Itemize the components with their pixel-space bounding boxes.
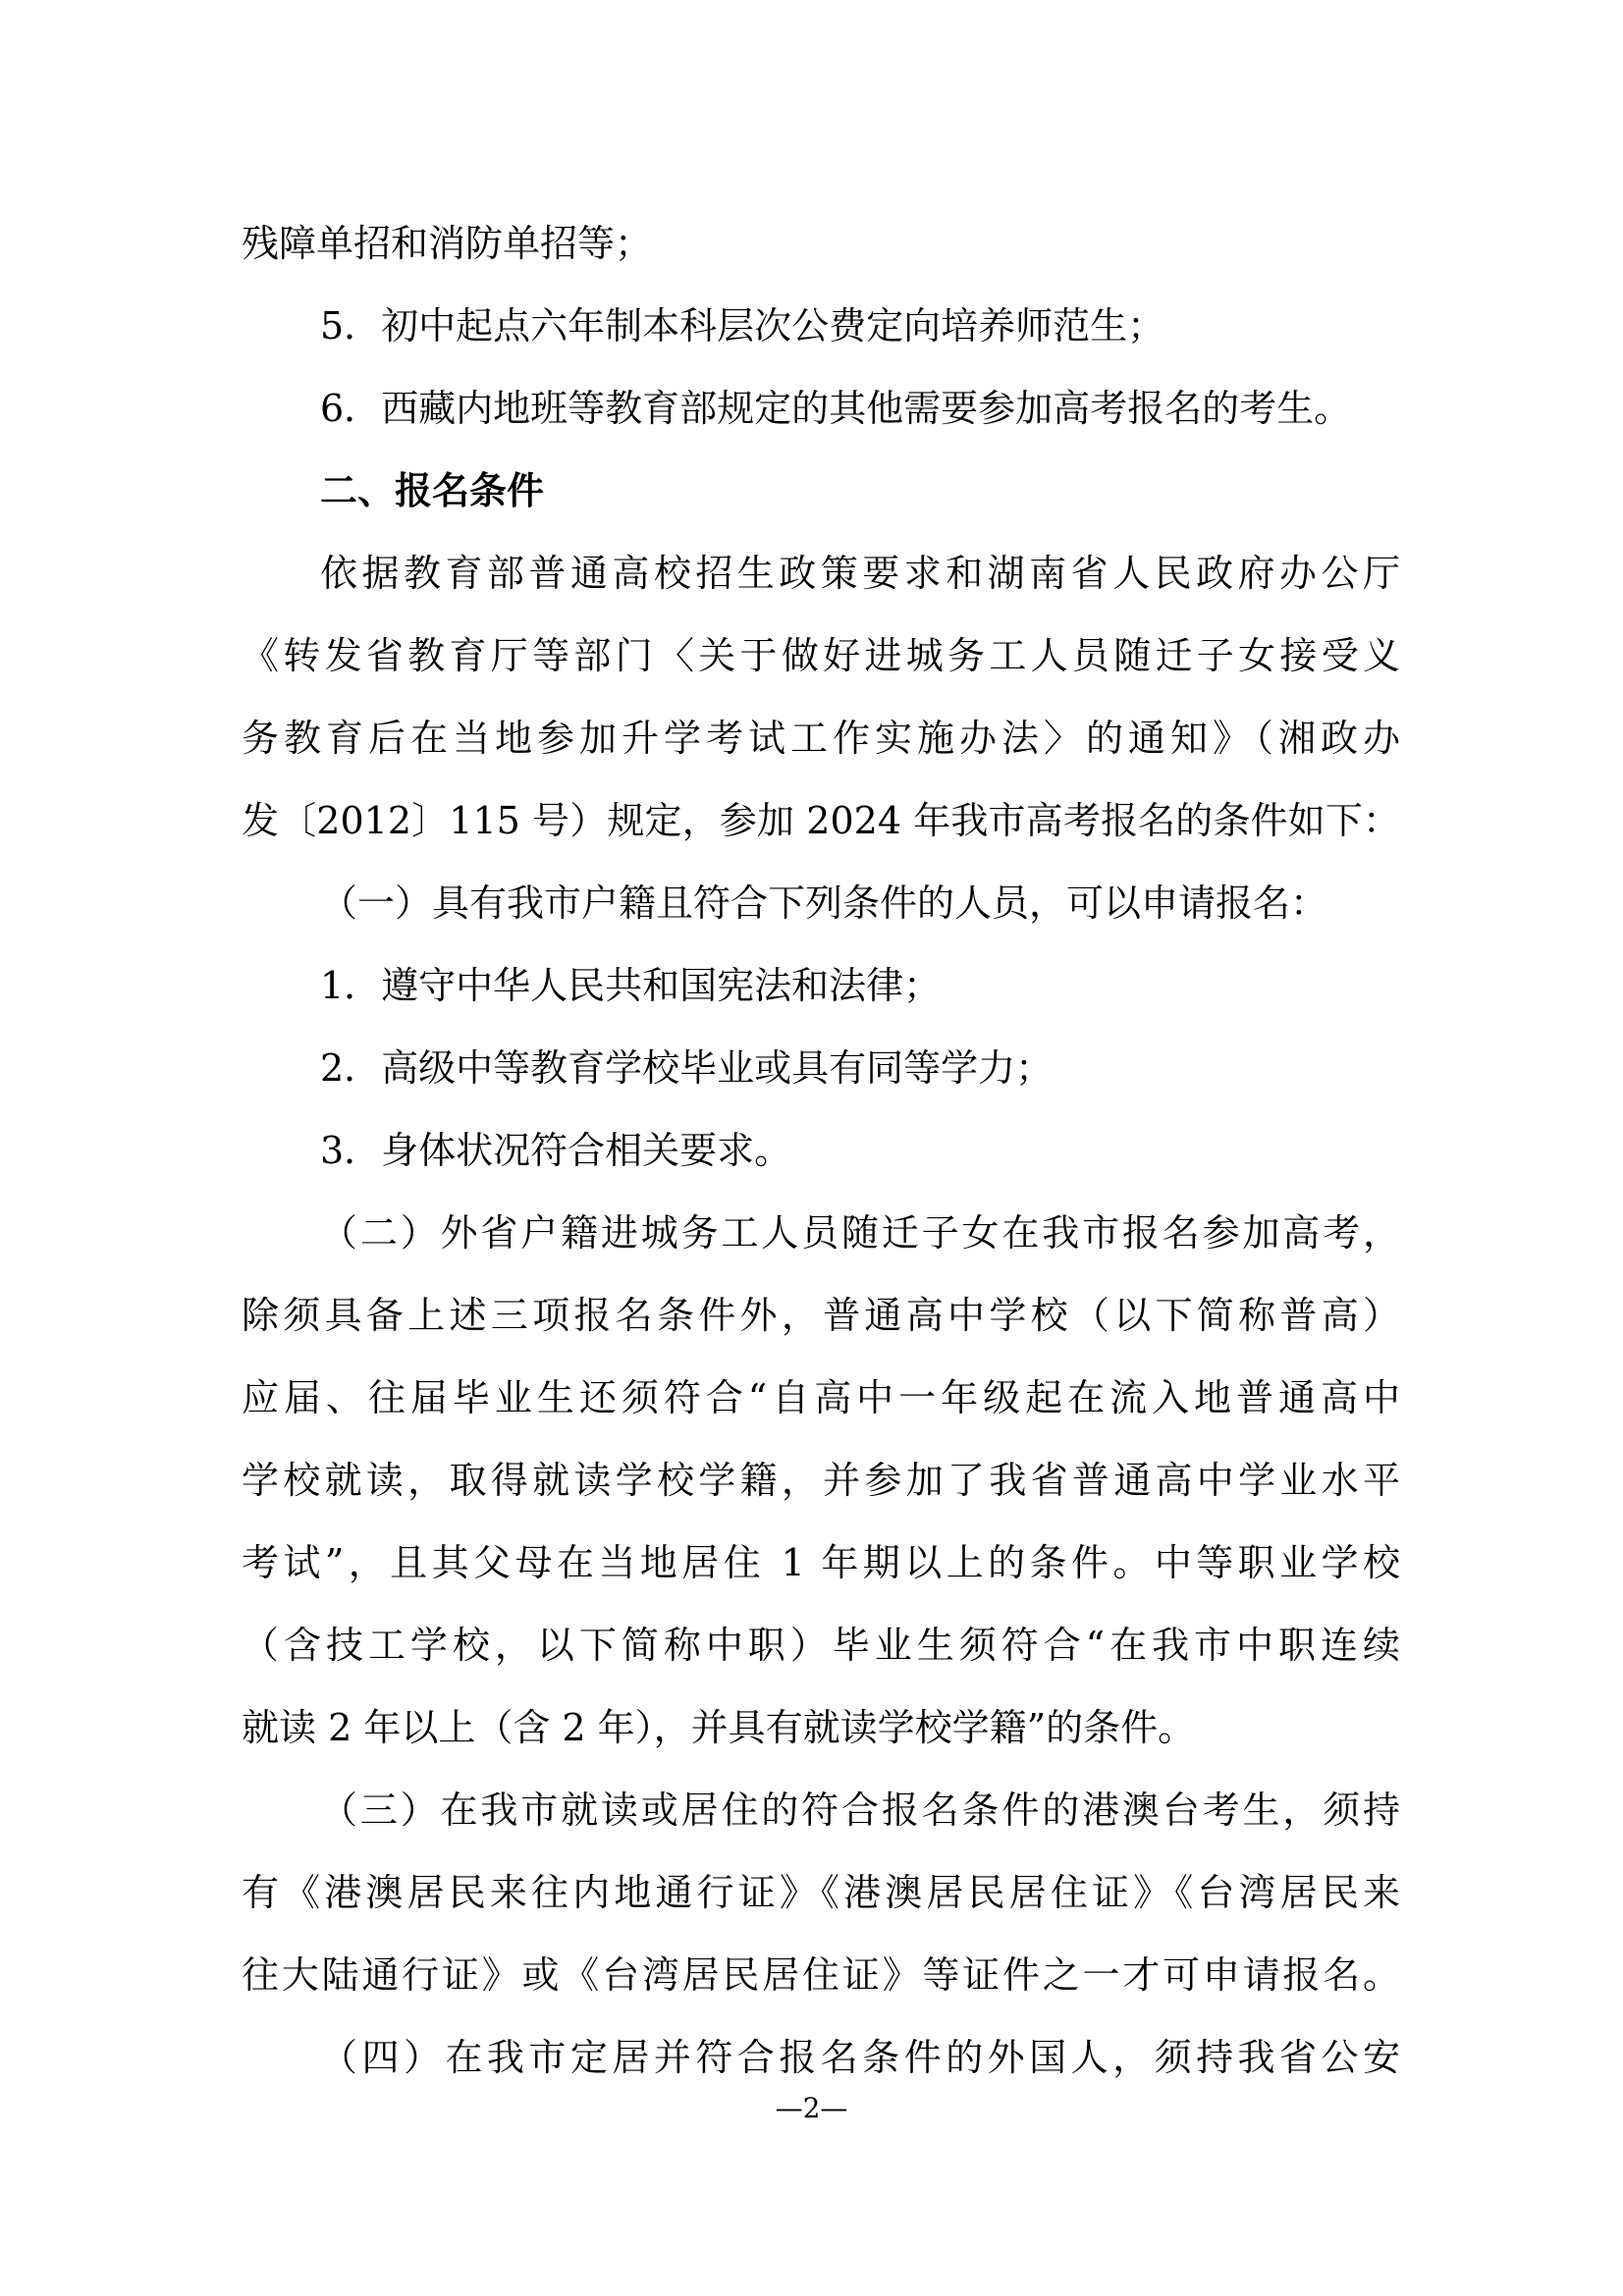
paragraph-line: 发〔2012〕115 号）规定，参加 2024 年我市高考报名的条件如下：	[242, 799, 1400, 842]
paragraph-line: 应届、往届毕业生还须符合“自高中一年级起在流入地普通高中	[242, 1376, 1400, 1419]
paragraph-line: 就读 2 年以上（含 2 年），并具有就读学校学籍”的条件。	[242, 1706, 1196, 1749]
subsection-line: （二）外省户籍进城务工人员随迁子女在我市报名参加高考，	[320, 1211, 1400, 1255]
paragraph-line: 往大陆通行证》或《台湾居民居住证》等证件之一才可申请报名。	[242, 1953, 1400, 1997]
subsection-line: （四）在我市定居并符合报名条件的外国人，须持我省公安	[320, 2036, 1400, 2079]
list-item: 3．身体状况符合相关要求。	[320, 1129, 792, 1172]
paragraph-line: 依据教育部普通高校招生政策要求和湖南省人民政府办公厅	[320, 552, 1400, 595]
section-heading: 二、报名条件	[320, 469, 545, 512]
page-number: —2—	[775, 2092, 848, 2124]
paragraph-line: （含技工学校，以下简称中职）毕业生须符合“在我市中职连续	[242, 1624, 1400, 1667]
subsection-line: （一）具有我市户籍且符合下列条件的人员，可以申请报名：	[320, 881, 1328, 925]
paragraph-line: 学校就读，取得就读学校学籍，并参加了我省普通高中学业水平	[242, 1459, 1400, 1502]
paragraph-line: 除须具备上述三项报名条件外，普通高中学校（以下简称普高）	[242, 1294, 1400, 1337]
paragraph-line: 有《港澳居民来往内地通行证》《港澳居民居住证》《台湾居民来	[242, 1871, 1400, 1914]
paragraph-line: 考试”，且其父母在当地居住 1 年期以上的条件。中等职业学校	[242, 1541, 1400, 1584]
paragraph-line: 残障单招和消防单招等；	[242, 222, 653, 265]
list-item: 6．西藏内地班等教育部规定的其他需要参加高考报名的考生。	[320, 387, 1352, 430]
subsection-line: （三）在我市就读或居住的符合报名条件的港澳台考生，须持	[320, 1789, 1400, 1832]
paragraph-line: 《转发省教育厅等部门〈关于做好进城务工人员随迁子女接受义	[242, 634, 1400, 677]
paragraph-line: 务教育后在当地参加升学考试工作实施办法〉的通知》（湘政办	[242, 717, 1400, 760]
list-item: 2．高级中等教育学校毕业或具有同等学力；	[320, 1046, 1054, 1090]
list-item: 1．遵守中华人民共和国宪法和法律；	[320, 964, 942, 1007]
list-item: 5．初中起点六年制本科层次公费定向培养师范生；	[320, 304, 1165, 347]
